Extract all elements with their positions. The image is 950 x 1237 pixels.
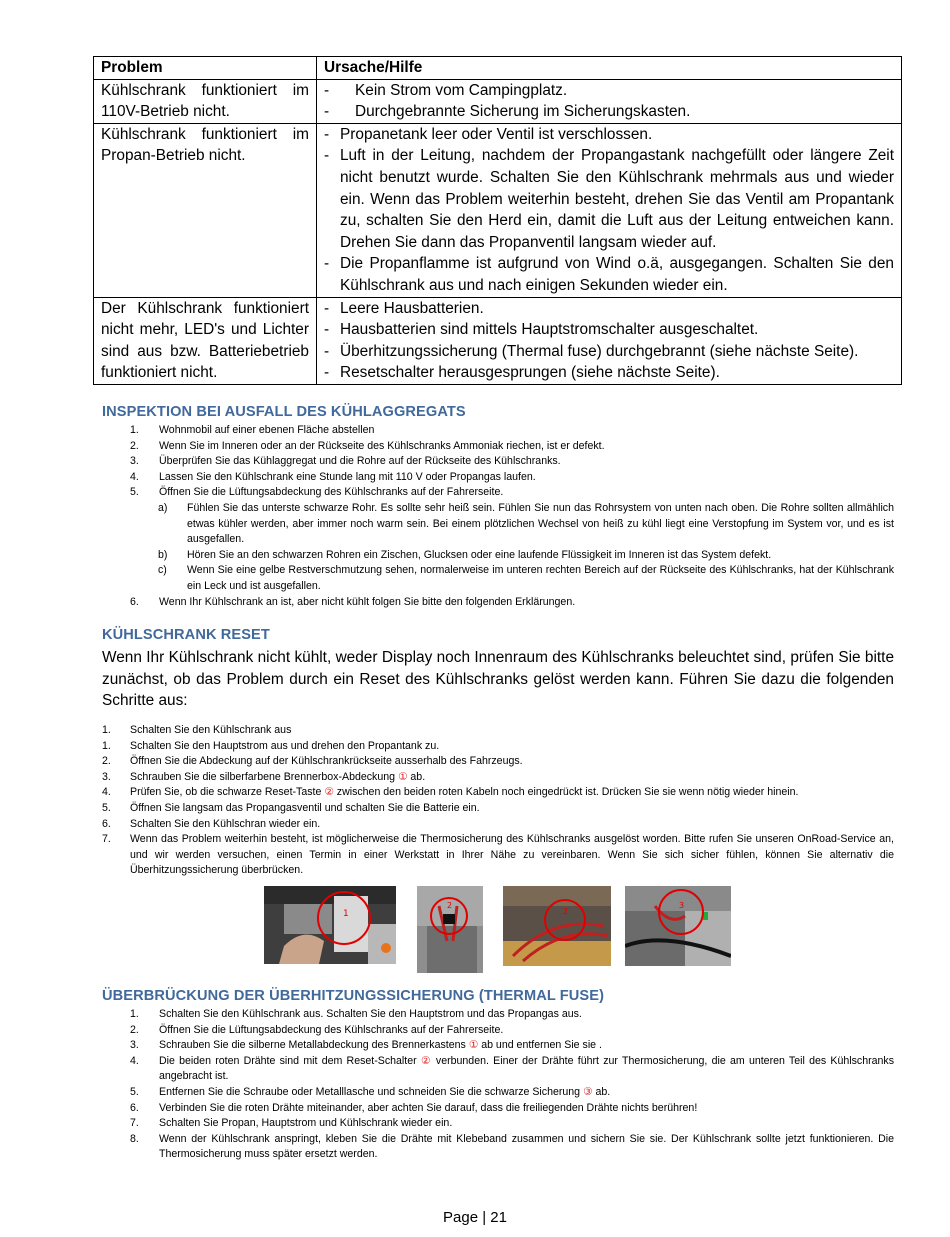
page-number: 21 [490,1209,507,1226]
table-row [94,297,902,384]
list-subitem: c) Wenn Sie eine gelbe Restverschmutzung sehen, normalerweise im unteren rechten Bereich auf der Rückseite des Kühlschranks, hat der Kühlschrank ein Leck und ist ausgefallen. [158,564,894,592]
cause-cell [317,79,902,123]
cause-item: - Hausbatterien sind mittels Hauptstromschalter ausgeschaltet. [324,321,759,339]
photo-burner-box [264,886,396,964]
list-item: 6. Verbinden Sie die roten Drähte miteinander, aber achten Sie darauf, dass die freiliegenden Drähte nichts berühren! [130,1101,698,1114]
callout-marker: ① [468,1039,479,1052]
cause-cell [317,297,902,384]
page-footer [0,1209,950,1226]
table-row [94,79,902,123]
list-item: 6. Schalten Sie den Kühlschran wieder ein. [102,817,321,830]
list-item: 7. Schalten Sie Propan, Hauptstrom und Kühlschrank wieder ein. [130,1117,453,1130]
list-item: 2. Öffnen Sie die Abdeckung auf der Kühlschrankrückseite ausserhalb des Fahrzeugs. [102,755,523,768]
cause-item: - Durchgebrannte Sicherung im Sicherungskasten. [324,103,691,121]
reset-steps-list [102,723,894,879]
cause-item: - Resetschalter herausgesprungen (siehe nächste Seite). [324,364,720,382]
callout-marker: ② [324,786,334,799]
photo-thermal-fuse [625,886,731,966]
list-item: 3. Schrauben Sie die silberfarbene Brennerbox-Abdeckung ① ab. [102,770,426,783]
list-subitem: a) Fühlen Sie das unterste schwarze Rohr. Es sollte sehr heiß sein. Fühlen Sie nun das Rohrsystem von unten nach oben. Die Rohre sollten allmählich etwas kühler werden, aber immer noch warm sein. Bei einem plötzlichen Wechsel von heiß zu kühl liegt eine Verstopfung im System vor, und es ist ausgefallen. [158,501,894,546]
problem-cell: Der Kühlschrank funktioniert nicht mehr, LED's und Lichter sind aus bzw. Batteriebetrieb funktioniert nicht. [94,297,317,384]
bypass-steps-list [102,1007,894,1163]
list-item: 5. Öffnen Sie die Lüftungsabdeckung des Kühlschranks auf der Fahrerseite. [130,486,504,499]
list-item: 7. Wenn das Problem weiterhin besteht, ist möglicherweise die Thermosicherung des Kühlschranks ausgelöst worden. Bitte rufen Sie unseren OnRoad-Service an, und wir werden versuchen, einen Termin in einer Werkstatt in Ihrer Nähe zu vereinbaren. Wenn Sie sich sicher fühlen, können Sie alternativ die Überhitzungssicherung überbrücken. [102,833,894,877]
cause-item: - Die Propanflamme ist aufgrund von Wind o.ä, ausgegangen. Schalten Sie den Kühlschrank aus und nach einigen Sekunden wieder ein. [324,255,894,294]
list-item: 3. Überprüfen Sie das Kühlaggregat und die Rohre auf der Rückseite des Kühlschranks. [130,455,561,468]
problem-cell: Kühlschrank funktioniert im 110V-Betrieb nicht. [94,79,317,123]
cause-item: - Überhitzungssicherung (Thermal fuse) durchgebrannt (siehe nächste Seite). [324,342,859,360]
page-label: Page [443,1209,479,1226]
list-item: 1. Schalten Sie den Kühlschrank aus [102,724,292,736]
list-item: 2. Wenn Sie im Inneren oder an der Rückseite des Kühlschranks Ammoniak riechen, ist er defekt. [130,439,605,452]
column-header-cause: Ursache/Hilfe [317,57,902,80]
cause-item: - Leere Hausbatterien. [324,299,484,317]
table-row [94,123,902,297]
callout-marker: ② [420,1054,432,1067]
cause-item: - Propanetank leer oder Ventil ist verschlossen. [324,125,653,143]
callout-marker: ① [397,770,408,783]
list-subitem: b) Hören Sie an den schwarzen Rohren ein Zischen, Glucksen oder eine laufende Flüssigkeit im Inneren ist das System defekt. [158,548,772,561]
column-header-problem: Problem [94,57,317,80]
cause-item: - Kein Strom vom Campingplatz. [324,81,568,99]
photo-label: 3 [679,901,685,910]
bypass-heading: ÜBERBRÜCKUNG DER ÜBERHITZUNGSSICHERUNG (THERMAL FUSE) [102,988,605,1004]
reset-heading: KÜHLSCHRANK RESET [102,627,270,643]
troubleshooting-table [93,56,902,385]
callout-marker: ③ [583,1085,593,1098]
list-item: 5. Öffnen Sie langsam das Propangasventil und schalten Sie die Batterie ein. [102,801,480,814]
reset-intro: Wenn Ihr Kühlschrank nicht kühlt, weder Display noch Innenraum des Kühlschranks beleuchtet sind, prüfen Sie bitte zunächst, ob das Problem durch ein Reset des Kühlschranks gelöst werden kann. Führen Sie dazu die folgenden Schritte aus: [102,649,894,709]
photo-label: 2 [563,907,569,916]
list-item: 4. Lassen Sie den Kühlschrank eine Stunde lang mit 110 V oder Propangas laufen. [130,470,536,483]
list-item: 6. Wenn Ihr Kühlschrank an ist, aber nicht kühlt folgen Sie bitte den folgenden Erklärungen. [130,595,576,608]
list-item: 4. Prüfen Sie, ob die schwarze Reset-Taste ② zwischen den beiden roten Kabeln noch eingedrückt ist. Drücken Sie sie wenn nötig wieder hinein. [102,786,799,799]
table-header-row [94,57,902,80]
list-item: 3. Schrauben Sie die silberne Metallabdeckung des Brennerkastens ① ab und entfernen Sie sie . [130,1039,602,1052]
problem-cell: Kühlschrank funktioniert im Propan-Betrieb nicht. [94,123,317,297]
list-item: 8. Wenn der Kühlschrank anspringt, kleben Sie die Drähte mit Klebeband zusammen und sichern Sie sie. Der Kühlschrank sollte jetzt funktionieren. Die Thermosicherung muss später ersetzt werden. [130,1132,894,1161]
photo-label: 2 [447,901,453,910]
cause-item: - Luft in der Leitung, nachdem der Propangastank nachgefüllt oder längere Zeit nicht benutzt wurde. Schalten Sie den Kühlschrank mehrmals aus und wieder ein. Wenn das Problem weiterhin besteht, drehen Sie das Ventil am Propantank zu, schalten Sie den Herd ein, damit die Luft aus der Leitung entweichen kann. Drehen Sie dann das Propanventil langsam wieder auf. [324,147,894,251]
cause-cell [317,123,902,297]
list-item: 1. Wohnmobil auf einer ebenen Fläche abstellen [130,424,375,436]
inspection-heading: INSPEKTION BEI AUSFALL DES KÜHLAGGREGATS [102,404,466,420]
list-item: 2. Öffnen Sie die Lüftungsabdeckung des Kühlschranks auf der Fahrerseite. [130,1023,504,1036]
page-separator: | [482,1209,487,1226]
photo-label: 1 [343,909,349,919]
list-item: 1. Schalten Sie den Kühlschrank aus. Schalten Sie den Hauptstrom und das Propangas aus. [130,1008,582,1020]
photo-wires [503,886,611,966]
list-item: 1. Schalten Sie den Hauptstrom aus und drehen den Propantank zu. [102,739,440,752]
photo-reset-switch [417,886,483,973]
list-item: 4. Die beiden roten Drähte sind mit dem Reset-Schalter ② verbunden. Einer der Drähte führt zur Thermosicherung, die am unteren Teil des Kühlschranks angebracht ist. [130,1054,894,1083]
inspection-list [102,423,894,610]
list-item: 5. Entfernen Sie die Schraube oder Metalllasche und schneiden Sie die schwarze Sicherung ③ ab. [130,1085,611,1098]
